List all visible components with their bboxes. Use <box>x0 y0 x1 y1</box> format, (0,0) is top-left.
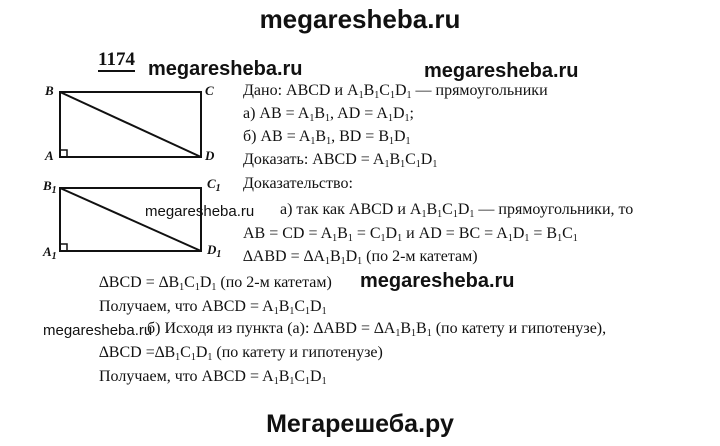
proof-a-line-2: AB = CD = $A_1B_1 = C_1D_1$ и AD = BC = $A_1D_1 = B_1C_1$ <box>243 225 578 244</box>
watermark: megaresheba.ru <box>148 58 303 80</box>
proof-title: Доказательство: <box>243 175 353 192</box>
proof-a-conclusion: Получаем, что ABCD = $A_1B_1C_1D_1$ <box>99 298 327 317</box>
proof-a-line-4: $\Delta BCD = \Delta B_1C_1D_1$ (по 2-м катетам) <box>99 274 332 293</box>
case-b-given: б) AB = $A_1B_1$, BD = $B_1D_1$ <box>243 128 411 147</box>
site-footer-title: Мегарешеба.ру <box>266 410 454 438</box>
watermark: megaresheba.ru <box>360 270 515 292</box>
problem-number: 1174 <box>98 49 135 70</box>
prove-line: Доказать: ABCD = $A_1B_1C_1D_1$ <box>243 151 438 170</box>
proof-a-line-3: $\Delta ABD = \Delta A_1B_1D_1$ (по 2-м катетам) <box>243 248 478 267</box>
given-line: Дано: ABCD и $A_1B_1C_1D_1$ — прямоугольники <box>243 82 548 101</box>
vertex-label-d1: $D_1$ <box>207 242 222 260</box>
proof-b-conclusion: Получаем, что ABCD = $A_1B_1C_1D_1$ <box>99 368 327 387</box>
vertex-label-b: B <box>45 83 54 98</box>
vertex-label-c: C <box>205 83 214 98</box>
watermark: megaresheba.ru <box>145 203 255 220</box>
proof-b-line-2: $\Delta BCD =\Delta B_1C_1D_1$ (по катету и гипотенузе) <box>99 344 383 363</box>
watermark: megaresheba.ru <box>424 60 579 82</box>
case-a-given: а) AB = $A_1B_1$, AD = $A_1D_1$; <box>243 105 414 124</box>
proof-a-line-1: а) так как ABCD и $A_1B_1C_1D_1$ — прямоугольники, то <box>280 201 634 220</box>
rectangle-abcd <box>60 92 201 157</box>
watermark: megaresheba.ru <box>43 322 153 339</box>
vertex-label-d: D <box>205 148 215 163</box>
site-header-title: megaresheba.ru <box>259 4 461 34</box>
vertex-label-b1: $B_1$ <box>43 178 57 196</box>
vertex-label-a: A <box>45 148 54 163</box>
rectangle-a1b1c1d1 <box>60 188 201 251</box>
proof-b-line-1: б) Исходя из пункта (а): $\Delta ABD = \Delta A_1B_1B_1$ (по катету и гипотенузе), <box>147 320 607 339</box>
vertex-label-a1: $A_1$ <box>43 244 57 262</box>
vertex-label-c1: $C_1$ <box>207 176 221 194</box>
